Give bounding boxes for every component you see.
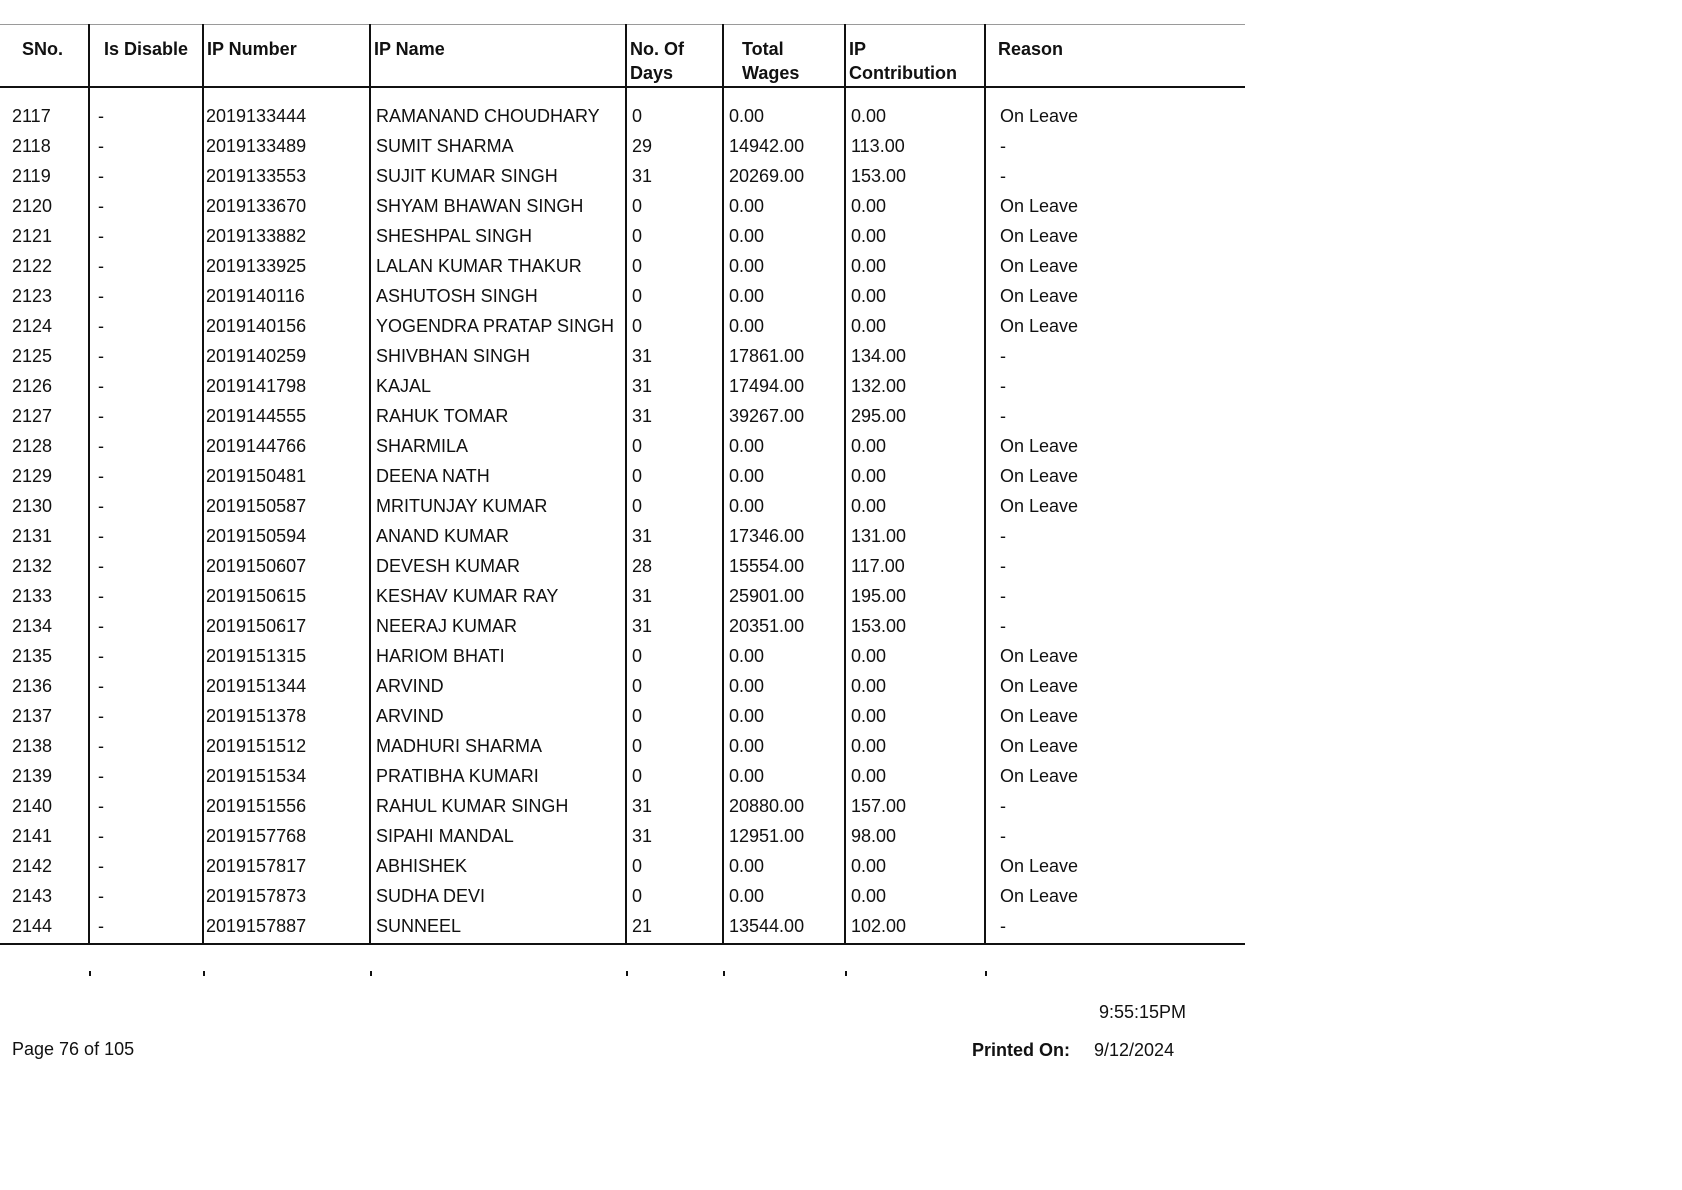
cell-ip-contribution: 157.00 [845,794,985,824]
cell-ip-name: SUJIT KUMAR SINGH [370,164,626,194]
table-row [0,194,1245,224]
cell-sno: 2135 [12,646,53,666]
cell-ip-number: 2019133670 [203,194,370,224]
column-tick [845,971,847,976]
cell-ip-number: 2019150617 [203,614,370,644]
cell-total-wages: 0.00 [723,194,845,224]
table-row [0,524,1245,554]
cell-ip-name: SUDHA DEVI [370,884,626,914]
header-total-wages [723,25,845,88]
column-tick [370,971,372,976]
table-row [0,554,1245,584]
print-time: 9:55:15PM [1099,1002,1187,1022]
cell-total-wages: 25901.00 [723,584,845,614]
cell-is-disable: - [89,194,203,224]
cell-ip-number: 2019150481 [203,464,370,494]
cell-ip-contribution: 153.00 [845,614,985,644]
cell-ip-name: MRITUNJAY KUMAR [370,494,626,524]
cell-sno: 2129 [12,466,53,486]
header-spacer-row [0,87,1245,104]
cell-is-disable: - [89,704,203,734]
cell-is-disable: - [89,164,203,194]
cell-ip-name: PRATIBHA KUMARI [370,764,626,794]
column-tick [626,971,628,976]
cell-sno: 2138 [12,736,53,756]
table-row [0,344,1245,374]
cell-ip-number: 2019133925 [203,254,370,284]
cell-total-wages: 0.00 [723,704,845,734]
cell-ip-number: 2019157887 [203,914,370,944]
cell-ip-name: ASHUTOSH SINGH [370,284,626,314]
cell-no-of-days: 0 [626,254,723,284]
cell-is-disable: - [89,434,203,464]
cell-reason: On Leave [985,314,1245,344]
cell-no-of-days: 31 [626,404,723,434]
cell-no-of-days: 0 [626,224,723,254]
cell-ip-name: RAHUL KUMAR SINGH [370,794,626,824]
cell-sno: 2128 [12,436,53,456]
cell-ip-number: 2019140259 [203,344,370,374]
cell-total-wages: 0.00 [723,284,845,314]
cell-ip-contribution: 0.00 [845,314,985,344]
cell-is-disable: - [89,464,203,494]
cell-no-of-days: 0 [626,734,723,764]
cell-ip-contribution: 0.00 [845,734,985,764]
cell-sno: 2136 [12,676,53,696]
cell-total-wages: 13544.00 [723,914,845,944]
cell-ip-number: 2019140116 [203,284,370,314]
cell-sno: 2137 [12,706,53,726]
cell-ip-number: 2019151534 [203,764,370,794]
cell-reason: On Leave [985,854,1245,884]
cell-ip-name: SHIVBHAN SINGH [370,344,626,374]
cell-ip-number: 2019150615 [203,584,370,614]
cell-sno: 2127 [12,406,53,426]
table-row [0,584,1245,614]
cell-total-wages: 20269.00 [723,164,845,194]
cell-total-wages: 39267.00 [723,404,845,434]
cell-sno: 2141 [12,826,53,846]
header-total-wages-line2: Wages [742,63,800,83]
cell-sno: 2122 [12,256,53,276]
cell-ip-number: 2019133882 [203,224,370,254]
cell-reason: On Leave [985,194,1245,224]
cell-sno: 2119 [12,166,51,186]
cell-reason: - [985,914,1245,944]
header-is-disable: Is Disable [89,25,203,88]
table-row [0,914,1245,944]
cell-ip-number: 2019157817 [203,854,370,884]
cell-reason: On Leave [985,224,1245,254]
cell-reason: On Leave [985,434,1245,464]
cell-ip-contribution: 0.00 [845,704,985,734]
cell-no-of-days: 31 [626,374,723,404]
cell-no-of-days: 0 [626,764,723,794]
cell-no-of-days: 0 [626,464,723,494]
cell-ip-contribution: 102.00 [845,914,985,944]
cell-reason: On Leave [985,464,1245,494]
table-row [0,674,1245,704]
cell-no-of-days: 31 [626,344,723,374]
cell-reason: - [985,374,1245,404]
cell-ip-name: KAJAL [370,374,626,404]
cell-sno: 2133 [12,586,53,606]
cell-ip-contribution: 0.00 [845,194,985,224]
cell-reason: On Leave [985,254,1245,284]
cell-ip-number: 2019140156 [203,314,370,344]
cell-no-of-days: 31 [626,824,723,854]
cell-reason: On Leave [985,494,1245,524]
cell-is-disable: - [89,554,203,584]
table-row [0,644,1245,674]
cell-ip-contribution: 134.00 [845,344,985,374]
table-row [0,314,1245,344]
cell-ip-number: 2019150594 [203,524,370,554]
header-no-of-days-line2: Days [630,63,674,83]
cell-ip-number: 2019151378 [203,704,370,734]
cell-no-of-days: 0 [626,854,723,884]
header-sno: SNo. [0,25,89,88]
cell-no-of-days: 0 [626,884,723,914]
cell-is-disable: - [89,104,203,134]
cell-sno: 2142 [12,856,53,876]
cell-total-wages: 17346.00 [723,524,845,554]
cell-sno: 2120 [12,196,53,216]
cell-total-wages: 0.00 [723,644,845,674]
cell-is-disable: - [89,824,203,854]
table-row [0,134,1245,164]
table-row [0,494,1245,524]
cell-total-wages: 0.00 [723,224,845,254]
cell-ip-number: 2019157873 [203,884,370,914]
cell-sno: 2123 [12,286,53,306]
column-tick [985,971,987,976]
cell-is-disable: - [89,674,203,704]
table-body [0,87,1245,944]
cell-no-of-days: 0 [626,434,723,464]
cell-reason: On Leave [985,644,1245,674]
cell-reason: On Leave [985,764,1245,794]
header-no-of-days-line1: No. Of [630,39,684,59]
cell-is-disable: - [89,224,203,254]
table-row [0,404,1245,434]
cell-sno: 2131 [12,526,53,546]
cell-ip-name: DEVESH KUMAR [370,554,626,584]
cell-total-wages: 20351.00 [723,614,845,644]
cell-no-of-days: 31 [626,584,723,614]
cell-total-wages: 15554.00 [723,554,845,584]
table-row [0,854,1245,884]
cell-ip-contribution: 0.00 [845,254,985,284]
table-row [0,614,1245,644]
cell-ip-number: 2019150587 [203,494,370,524]
cell-reason: - [985,794,1245,824]
cell-ip-name: SHARMILA [370,434,626,464]
cell-is-disable: - [89,494,203,524]
cell-is-disable: - [89,524,203,554]
cell-ip-name: SUNNEEL [370,914,626,944]
cell-no-of-days: 31 [626,614,723,644]
cell-sno: 2125 [12,346,53,366]
cell-ip-name: YOGENDRA PRATAP SINGH [370,314,626,344]
cell-ip-number: 2019144766 [203,434,370,464]
cell-sno: 2118 [12,136,51,156]
table-row [0,734,1245,764]
cell-ip-contribution: 295.00 [845,404,985,434]
cell-ip-contribution: 113.00 [845,134,985,164]
cell-ip-contribution: 131.00 [845,524,985,554]
cell-ip-number: 2019133553 [203,164,370,194]
contribution-table [0,24,1245,945]
header-ip-contribution-line1: IP [849,39,867,59]
cell-ip-contribution: 0.00 [845,284,985,314]
cell-total-wages: 0.00 [723,314,845,344]
cell-sno: 2143 [12,886,53,906]
cell-ip-name: SHESHPAL SINGH [370,224,626,254]
cell-ip-name: NEERAJ KUMAR [370,614,626,644]
cell-ip-number: 2019144555 [203,404,370,434]
cell-is-disable: - [89,644,203,674]
cell-reason: - [985,584,1245,614]
header-ip-contribution [845,25,985,88]
cell-ip-number: 2019150607 [203,554,370,584]
cell-no-of-days: 0 [626,284,723,314]
cell-ip-number: 2019133444 [203,104,370,134]
column-tick [723,971,725,976]
cell-sno: 2140 [12,796,53,816]
table-row [0,464,1245,494]
cell-sno: 2130 [12,496,53,516]
header-reason: Reason [985,25,1245,88]
printed-on-date: 9/12/2024 [1094,1040,1175,1060]
header-ip-number: IP Number [203,25,370,88]
cell-ip-contribution: 98.00 [845,824,985,854]
cell-ip-contribution: 0.00 [845,764,985,794]
cell-ip-name: RAMANAND CHOUDHARY [370,104,626,134]
printed-on-label: Printed On: [972,1040,1070,1060]
cell-is-disable: - [89,614,203,644]
cell-total-wages: 20880.00 [723,794,845,824]
cell-reason: On Leave [985,884,1245,914]
cell-total-wages: 0.00 [723,104,845,134]
cell-no-of-days: 0 [626,674,723,704]
cell-sno: 2124 [12,316,53,336]
cell-total-wages: 0.00 [723,854,845,884]
cell-total-wages: 17861.00 [723,344,845,374]
cell-no-of-days: 0 [626,314,723,344]
cell-ip-contribution: 0.00 [845,644,985,674]
cell-ip-name: ANAND KUMAR [370,524,626,554]
cell-no-of-days: 31 [626,794,723,824]
cell-ip-contribution: 0.00 [845,884,985,914]
cell-total-wages: 0.00 [723,884,845,914]
table-row [0,704,1245,734]
cell-no-of-days: 31 [626,524,723,554]
cell-reason: On Leave [985,734,1245,764]
cell-no-of-days: 29 [626,134,723,164]
cell-is-disable: - [89,284,203,314]
table-row [0,824,1245,854]
table-row [0,284,1245,314]
cell-is-disable: - [89,584,203,614]
cell-ip-contribution: 117.00 [845,554,985,584]
cell-is-disable: - [89,884,203,914]
column-tick [89,971,91,976]
cell-ip-contribution: 0.00 [845,674,985,704]
cell-total-wages: 0.00 [723,764,845,794]
cell-ip-contribution: 0.00 [845,494,985,524]
cell-total-wages: 12951.00 [723,824,845,854]
cell-total-wages: 0.00 [723,494,845,524]
cell-ip-name: ARVIND [370,674,626,704]
cell-sno: 2139 [12,766,53,786]
cell-is-disable: - [89,794,203,824]
cell-sno: 2117 [12,106,51,126]
cell-ip-name: SHYAM BHAWAN SINGH [370,194,626,224]
cell-ip-contribution: 195.00 [845,584,985,614]
cell-is-disable: - [89,854,203,884]
header-ip-name: IP Name [370,25,626,88]
cell-is-disable: - [89,344,203,374]
cell-no-of-days: 31 [626,164,723,194]
cell-reason: On Leave [985,284,1245,314]
header-ip-contribution-line2: Contribution [849,63,957,83]
cell-ip-name: ABHISHEK [370,854,626,884]
cell-total-wages: 14942.00 [723,134,845,164]
cell-reason: - [985,134,1245,164]
cell-is-disable: - [89,374,203,404]
cell-reason: - [985,404,1245,434]
cell-sno: 2121 [12,226,53,246]
cell-ip-name: ARVIND [370,704,626,734]
cell-ip-name: SUMIT SHARMA [370,134,626,164]
cell-no-of-days: 0 [626,704,723,734]
cell-no-of-days: 21 [626,914,723,944]
cell-ip-name: MADHURI SHARMA [370,734,626,764]
cell-ip-number: 2019157768 [203,824,370,854]
cell-reason: - [985,344,1245,374]
cell-is-disable: - [89,254,203,284]
cell-total-wages: 0.00 [723,434,845,464]
cell-is-disable: - [89,914,203,944]
cell-reason: - [985,614,1245,644]
cell-no-of-days: 0 [626,644,723,674]
cell-ip-contribution: 0.00 [845,464,985,494]
cell-ip-contribution: 153.00 [845,164,985,194]
cell-total-wages: 17494.00 [723,374,845,404]
cell-ip-number: 2019151344 [203,674,370,704]
cell-ip-name: RAHUK TOMAR [370,404,626,434]
cell-ip-contribution: 0.00 [845,854,985,884]
cell-ip-name: LALAN KUMAR THAKUR [370,254,626,284]
cell-is-disable: - [89,314,203,344]
cell-ip-name: KESHAV KUMAR RAY [370,584,626,614]
cell-no-of-days: 0 [626,194,723,224]
cell-sno: 2126 [12,376,53,396]
cell-ip-number: 2019151315 [203,644,370,674]
table-row [0,224,1245,254]
cell-ip-contribution: 132.00 [845,374,985,404]
cell-sno: 2132 [12,556,53,576]
table-row [0,794,1245,824]
cell-reason: On Leave [985,704,1245,734]
table-row [0,104,1245,134]
cell-reason: - [985,824,1245,854]
table-row [0,164,1245,194]
cell-is-disable: - [89,404,203,434]
cell-reason: - [985,554,1245,584]
header-row [0,25,1245,88]
cell-is-disable: - [89,734,203,764]
cell-reason: On Leave [985,104,1245,134]
cell-total-wages: 0.00 [723,254,845,284]
cell-no-of-days: 28 [626,554,723,584]
cell-no-of-days: 0 [626,494,723,524]
table-row [0,764,1245,794]
table-row [0,374,1245,404]
table-row [0,434,1245,464]
cell-ip-name: SIPAHI MANDAL [370,824,626,854]
cell-ip-name: HARIOM BHATI [370,644,626,674]
cell-ip-contribution: 0.00 [845,104,985,134]
cell-is-disable: - [89,764,203,794]
header-total-wages-line1: Total [742,39,784,59]
cell-no-of-days: 0 [626,104,723,134]
cell-ip-number: 2019151512 [203,734,370,764]
cell-total-wages: 0.00 [723,674,845,704]
cell-sno: 2134 [12,616,53,636]
table-row [0,884,1245,914]
cell-reason: On Leave [985,674,1245,704]
cell-ip-name: DEENA NATH [370,464,626,494]
cell-total-wages: 0.00 [723,464,845,494]
page-number: Page 76 of 105 [12,1039,135,1059]
cell-sno: 2144 [0,914,89,944]
cell-total-wages: 0.00 [723,734,845,764]
cell-ip-number: 2019141798 [203,374,370,404]
cell-reason: - [985,164,1245,194]
cell-ip-number: 2019133489 [203,134,370,164]
cell-is-disable: - [89,134,203,164]
cell-reason: - [985,524,1245,554]
cell-ip-contribution: 0.00 [845,224,985,254]
table-row [0,254,1245,284]
header-no-of-days [626,25,723,88]
cell-ip-number: 2019151556 [203,794,370,824]
column-tick [203,971,205,976]
cell-ip-contribution: 0.00 [845,434,985,464]
